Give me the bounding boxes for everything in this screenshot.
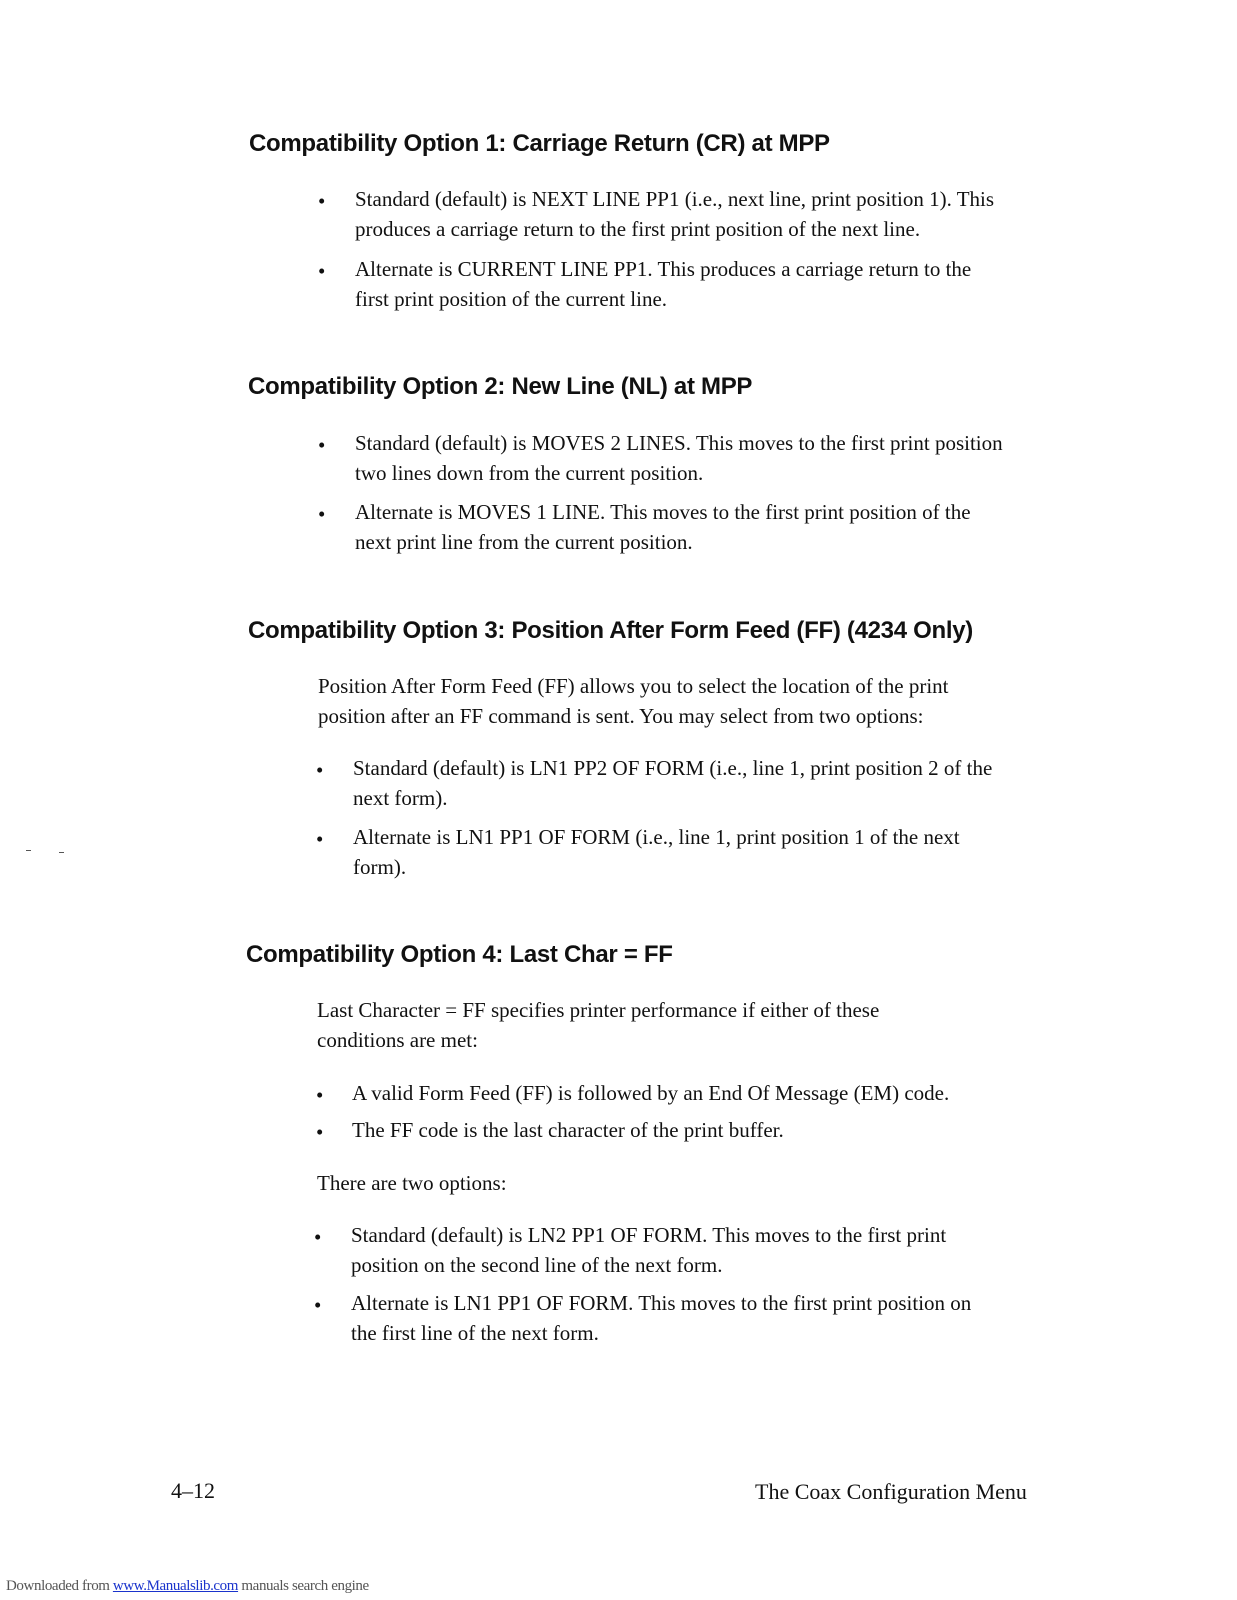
section-heading: Compatibility Option 3: Position After Form Feed (FF) (4234 Only) (248, 617, 973, 644)
bullet-marker: • (318, 189, 326, 213)
download-note (6, 1578, 369, 1595)
bullet-text: Alternate is LN1 PP1 OF FORM. This moves to the first print position on the first line of the next form. (351, 1291, 972, 1345)
bullet-text: Standard (default) is LN1 PP2 OF FORM (i.e., line 1, print position 2 of the next form). (353, 756, 993, 810)
bullet-text: Alternate is CURRENT LINE PP1. This produces a carriage return to the first print position of the current line. (355, 257, 972, 311)
options-intro: There are two options: (317, 1171, 507, 1195)
bullet-marker: • (316, 827, 324, 851)
bullet-marker: • (318, 502, 326, 526)
bullet-text: Standard (default) is NEXT LINE PP1 (i.e., next line, print position 1). This produces a carriage return to the first print position of the next line. (355, 187, 995, 241)
bullet-text: A valid Form Feed (FF) is followed by an End Of Message (EM) code. (352, 1081, 950, 1105)
manualslib-link[interactable]: www.Manualslib.com (112, 1578, 239, 1594)
bullet-text: The FF code is the last character of the print buffer. (352, 1118, 784, 1142)
bullet-marker: • (314, 1225, 322, 1249)
download-suffix: manuals search engine (238, 1578, 369, 1594)
download-prefix: Downloaded from (6, 1578, 113, 1594)
scan-mark (26, 850, 31, 851)
bullet-marker: • (318, 433, 326, 457)
bullet-text: Standard (default) is LN2 PP1 OF FORM. This moves to the first print position on the second line of the next form. (351, 1223, 947, 1277)
bullet-marker: • (316, 758, 324, 782)
section-intro: Position After Form Feed (FF) allows you to select the location of the print position after an FF command is sent. You may select from two options: (318, 674, 949, 728)
bullet-text: Alternate is LN1 PP1 OF FORM (i.e., line 1, print position 1 of the next form). (353, 825, 960, 879)
bullet-marker: • (318, 259, 326, 283)
section-heading: Compatibility Option 2: New Line (NL) at MPP (248, 373, 753, 400)
page-number: 4–12 (171, 1478, 215, 1503)
section-heading: Compatibility Option 4: Last Char = FF (246, 941, 673, 968)
section-intro: Last Character = FF specifies printer performance if either of these conditions are met: (317, 998, 880, 1052)
bullet-marker: • (316, 1120, 324, 1144)
bullet-marker: • (314, 1293, 322, 1317)
bullet-text: Standard (default) is MOVES 2 LINES. This moves to the first print position two lines down from the current position. (355, 431, 1003, 485)
bullet-text: Alternate is MOVES 1 LINE. This moves to the first print position of the next print line from the current position. (355, 500, 971, 554)
chapter-title: The Coax Configuration Menu (755, 1479, 1027, 1504)
bullet-marker: • (316, 1083, 324, 1107)
scan-mark (59, 852, 64, 853)
section-heading: Compatibility Option 1: Carriage Return (CR) at MPP (249, 130, 830, 157)
